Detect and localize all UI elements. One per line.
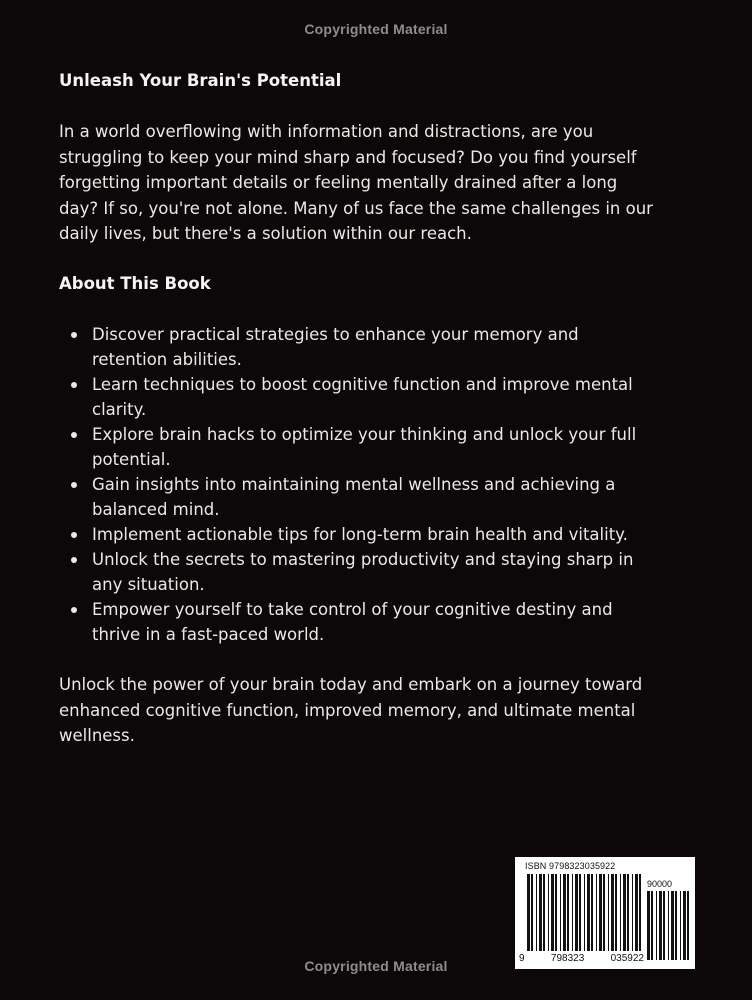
list-item	[59, 372, 659, 422]
bullet-icon	[71, 557, 77, 563]
list-item	[59, 422, 659, 472]
closing-paragraph: Unlock the power of your brain today and embark on a journey toward enhanced cognitive function, improved memory, and ultimate mental wellness.	[59, 674, 643, 746]
back-cover-text	[59, 70, 659, 749]
about-heading: About This Book	[59, 273, 211, 293]
list-item-text: Learn techniques to boost cognitive function and improve mental clarity.	[92, 374, 633, 419]
list-item	[59, 322, 659, 372]
bullet-icon	[71, 532, 77, 538]
list-item	[59, 522, 659, 547]
list-item-text: Implement actionable tips for long-term brain health and vitality.	[92, 524, 628, 544]
watermark-top: Copyrighted Material	[304, 21, 448, 37]
isbn-digit-group1: 798323	[550, 953, 585, 964]
price-code: 90000	[647, 879, 673, 889]
bullet-icon	[71, 607, 77, 613]
bullet-icon	[71, 332, 77, 338]
main-heading: Unleash Your Brain's Potential	[59, 71, 342, 90]
list-item-text: Discover practical strategies to enhance your memory and retention abilities.	[92, 324, 579, 369]
intro-paragraph: In a world overflowing with information and distractions, are you struggling to keep your mind sharp and focused? Do you find yourself forgetting important details or feeling mentally drained after a long day? If so, you're not alone. Many of us face the same challenges in our daily lives, but there's a solution within our reach.	[59, 122, 653, 244]
isbn-label: ISBN 9798323035922	[525, 861, 616, 871]
list-item	[59, 597, 659, 647]
bullet-icon	[71, 432, 77, 438]
list-item-text: Empower yourself to take control of your cognitive destiny and thrive in a fast-paced world.	[92, 599, 613, 644]
list-item-text: Explore brain hacks to optimize your thinking and unlock your full potential.	[92, 424, 637, 469]
watermark-bottom: Copyrighted Material	[304, 958, 448, 974]
bullet-icon	[71, 482, 77, 488]
bullet-icon	[71, 382, 77, 388]
list-item-text: Unlock the secrets to mastering productivity and staying sharp in any situation.	[92, 549, 634, 594]
list-item	[59, 472, 659, 522]
feature-list	[59, 322, 659, 647]
isbn-digit-group2: 035922	[610, 953, 644, 964]
isbn-barcode	[515, 857, 695, 969]
list-item	[59, 547, 659, 597]
isbn-digit-prefix: 9	[519, 953, 525, 964]
list-item-text: Gain insights into maintaining mental wellness and achieving a balanced mind.	[92, 474, 616, 519]
